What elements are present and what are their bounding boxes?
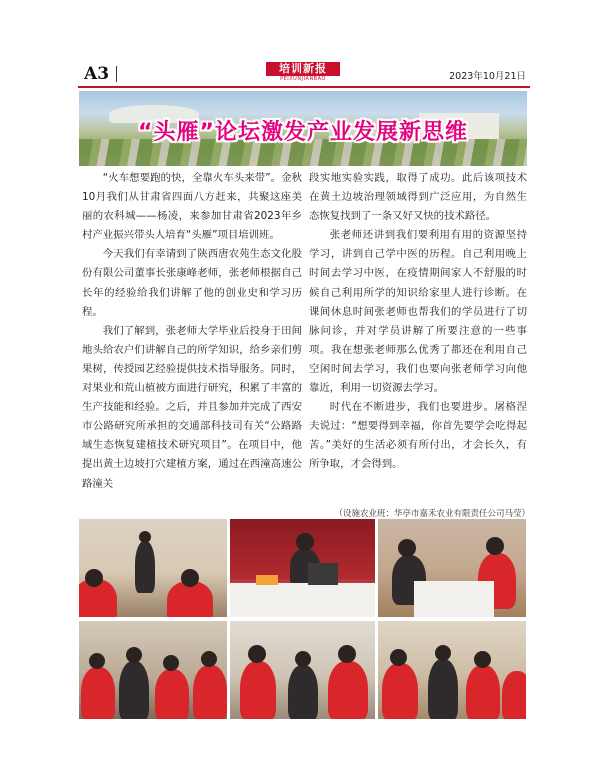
paragraph: 我们了解到，张老师大学毕业后投身于田间地头给农户们讲解自己的所学知识，给乡亲们剪果树，传授园艺经验提供技术指导服务。同时，对果业和荒山植被方面进行研究，积累了丰富的生产技能和经验。之后，并且参加并完成了西安市公路研究所承担的交通部科技司有关“公路路域生态恢复建植技术研究项目”。在项目中，他提出黄土边坡打穴建植方案，通过在西潼高速公路潼关 xyxy=(82,324,302,490)
paragraph: 张老师还讲到我们要利用有用的资源坚持学习，讲到自己学中医的历程。自己利用晚上时间去学习中医，在疫情期间家人不舒服的时候自己利用所学的知识给家里人进行诊断。在课间休息时间张老师也帮我们的学员进行了切脉问诊，并对学员讲解了所要注意的一些事项。我在想张老师那么优秀了都还在利用自己空闲时间去学习，我们也要向张老师学习向他靠近，利用一切资源去学习。 xyxy=(309,229,527,395)
photo-desk xyxy=(230,583,375,617)
paragraph: “火车想要跑的快，全靠火车头来带”。金秋10月我们从甘肃省四面八方赶来，共聚这座美丽的农科城——杨凌，来参加甘肃省2023年乡村产业振兴带头人培育“头雁”项目培训班。 xyxy=(82,172,302,242)
masthead-title: 培训新报 xyxy=(266,62,340,76)
photo-consultation xyxy=(230,621,375,719)
photo-person-head xyxy=(338,645,356,663)
photo-person xyxy=(428,659,458,719)
photo-person-head xyxy=(398,539,416,557)
article-column-right xyxy=(309,169,527,475)
photo-person xyxy=(328,661,368,719)
photo-person-head xyxy=(295,651,311,667)
photo-person-head xyxy=(126,647,142,663)
photo-lecturer-speaking xyxy=(79,519,227,617)
photo-person-head xyxy=(163,655,179,671)
photo-pulse-diagnosis xyxy=(378,519,526,617)
photo-person xyxy=(193,665,227,719)
header-rule xyxy=(78,86,530,88)
page-header xyxy=(78,62,530,86)
photo-person-head xyxy=(435,645,451,661)
photo-lecturer-at-desk xyxy=(230,519,375,617)
header-divider xyxy=(116,66,117,82)
photo-name-card xyxy=(256,575,278,585)
photo-person xyxy=(382,663,418,719)
photo-person xyxy=(466,665,500,719)
photo-person xyxy=(81,667,115,719)
article-column-left xyxy=(82,169,302,494)
photo-person-head xyxy=(474,651,491,668)
photo-person-head xyxy=(181,569,199,587)
photo-person-head xyxy=(296,533,314,551)
photo-trainees-gathering xyxy=(378,621,526,719)
photo-person-head xyxy=(390,649,407,666)
photo-person xyxy=(502,671,526,719)
photo-person xyxy=(240,661,276,719)
photo-laptop xyxy=(308,563,338,585)
paragraph: 今天我们有幸请到了陕西唐农苑生态文化股份有限公司董事长张康峰老师，张老师根据自己长年的经验给我们讲解了他的创业史和学习历程。 xyxy=(82,248,302,318)
photo-trainees-group xyxy=(79,621,227,719)
photo-person xyxy=(288,665,318,719)
title-banner xyxy=(79,91,527,166)
paragraph: 时代在不断进步，我们也要进步。屠格涅夫说过：“想要得到幸福，你首先要学会吃得起苦。”美好的生活必须有所付出，才会长久，有所争取，才会得到。 xyxy=(309,401,527,471)
issue-date: 2023年10月21日 xyxy=(449,71,526,82)
photo-person-head xyxy=(486,537,504,555)
article-headline: “头雁”论坛激发产业发展新思维 xyxy=(138,120,468,145)
photo-person xyxy=(155,669,189,719)
paragraph: 段实地实验实践，取得了成功。此后该项技术在黄土边坡治理领域得到广泛应用，为自然生态恢复找到了一条又好又快的技术路径。 xyxy=(309,172,527,223)
masthead-logo xyxy=(266,62,340,84)
photo-table xyxy=(414,581,494,617)
photo-person xyxy=(135,541,155,593)
photo-person-head xyxy=(201,651,217,667)
page-number: A3 xyxy=(84,64,110,84)
photo-person-head xyxy=(89,653,105,669)
masthead-pinyin: PEIXUNJIANBAO xyxy=(280,76,326,82)
photo-person-head xyxy=(139,531,151,543)
photo-person xyxy=(119,661,149,719)
author-byline: （设施农业班：华亭市嘉禾农业有限责任公司马莹） xyxy=(334,509,530,519)
photo-person-head xyxy=(85,569,103,587)
photo-person-head xyxy=(248,645,266,663)
